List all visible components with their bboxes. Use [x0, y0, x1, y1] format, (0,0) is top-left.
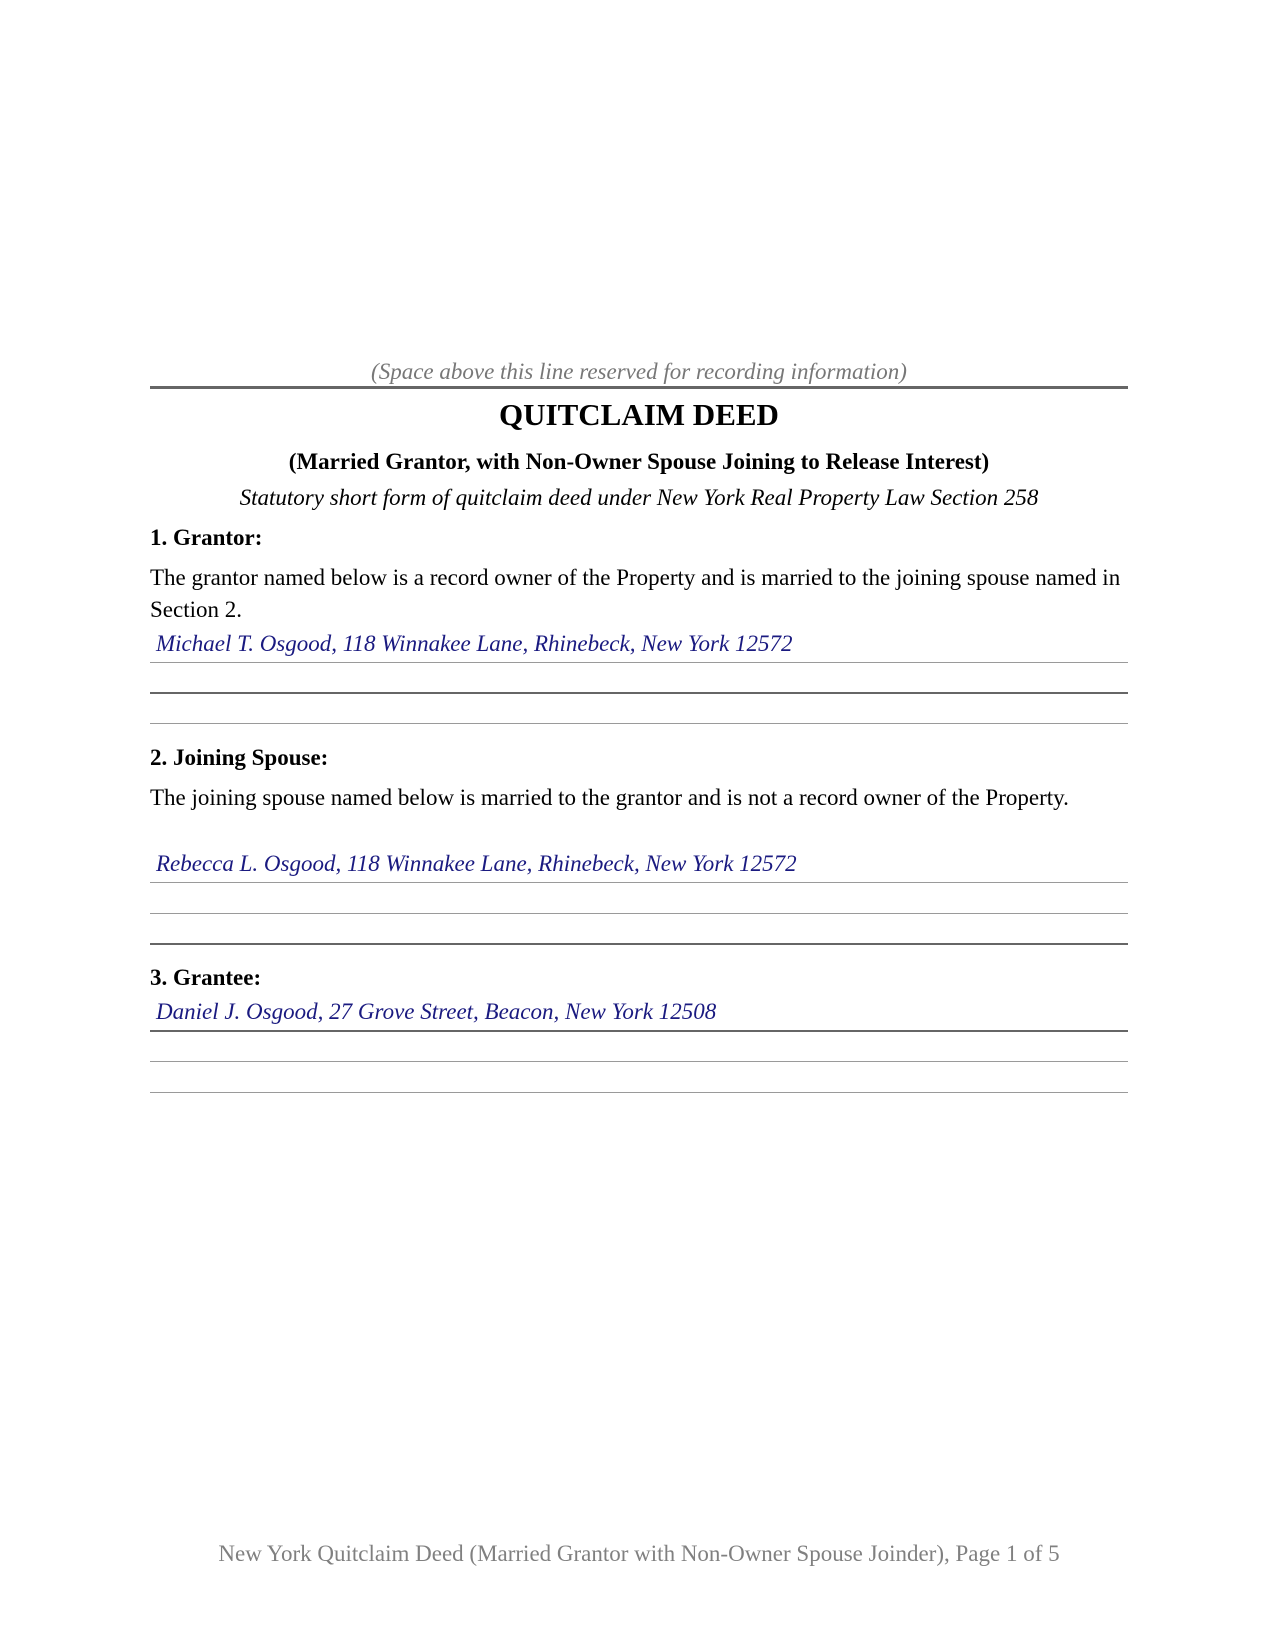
document-subtitle: (Married Grantor, with Non-Owner Spouse Joining to Release Interest)	[288, 449, 990, 474]
joining-spouse-line-3	[150, 943, 1128, 945]
grantee-line-1	[150, 1030, 1128, 1032]
grantor-line-3	[150, 723, 1128, 724]
joining-spouse-line-2	[150, 913, 1128, 914]
page-footer: New York Quitclaim Deed (Married Grantor with Non-Owner Spouse Joinder), Page 1 of 5	[218, 1541, 1060, 1566]
document-title: QUITCLAIM DEED	[499, 397, 779, 432]
grantee-line-2	[150, 1061, 1128, 1062]
joining-spouse-heading: 2. Joining Spouse:	[150, 745, 329, 770]
joining-spouse-line-1	[150, 882, 1128, 883]
grantee-line-3	[150, 1092, 1128, 1093]
grantor-description: The grantor named below is a record owner of the Property and is married to the joining spouse named in Section 2.	[150, 565, 1121, 622]
grantor-line-2	[150, 692, 1128, 694]
grantee-name-address-field[interactable]: Daniel J. Osgood, 27 Grove Street, Beacon, New York 12508	[156, 999, 717, 1024]
grantor-name-address-field[interactable]: Michael T. Osgood, 118 Winnakee Lane, Rhinebeck, New York 12572	[156, 631, 793, 656]
statute-reference: Statutory short form of quitclaim deed under New York Real Property Law Section 258	[239, 485, 1039, 510]
recording-space-note: (Space above this line reserved for recording information)	[371, 359, 907, 384]
joining-spouse-name-address-field[interactable]: Rebecca L. Osgood, 118 Winnakee Lane, Rhinebeck, New York 12572	[156, 851, 797, 876]
grantor-line-1	[150, 662, 1128, 663]
recording-divider	[150, 386, 1128, 389]
grantor-heading: 1. Grantor:	[150, 525, 263, 550]
grantee-heading: 3. Grantee:	[150, 965, 262, 990]
document-page	[150, 0, 1128, 1650]
joining-spouse-description: The joining spouse named below is married to the grantor and is not a record owner of the Property.	[150, 785, 1069, 810]
